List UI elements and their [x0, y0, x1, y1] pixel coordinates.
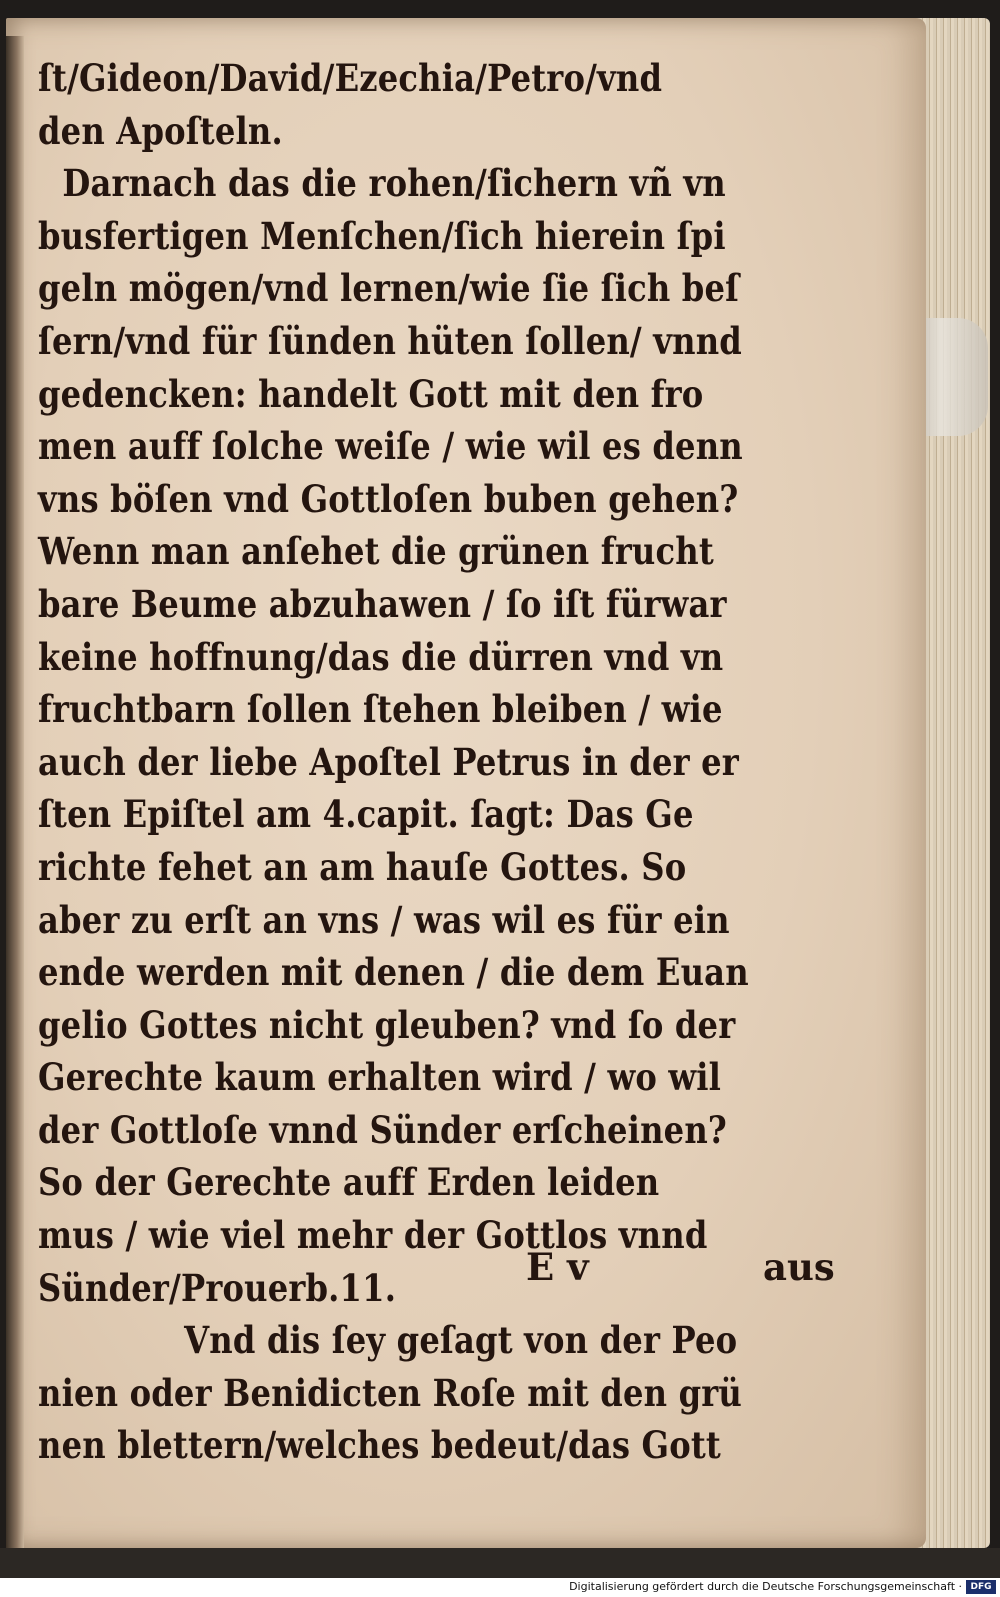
text-line: Darnach das die rohen/ſichern vñ vn [62, 161, 726, 206]
text-line: Wenn man anſehet die grünen frucht [38, 529, 714, 574]
text-line: nien oder Benidicten Roſe mit den grü [38, 1370, 742, 1415]
text-line: Gerechte kaum erhalten wird / wo wil [38, 1055, 722, 1100]
text-line: aber zu erſt an vns / was wil es für ein [38, 897, 730, 942]
catchline [38, 1245, 835, 1297]
text-line: nen blettern/welches bedeut/das Gott [38, 1423, 721, 1468]
text-line: ſten Epiſtel am 4.capit. ſagt: Das Ge [38, 792, 694, 837]
text-line: busfertigen Menſchen/ſich hierein ſpi [38, 213, 726, 258]
text-line: der Gottloſe vnnd Sünder erſcheinen? [38, 1107, 727, 1152]
text-line: gedencken: handelt Gott mit den fro [38, 371, 704, 416]
footer [0, 1578, 1000, 1597]
text-line: auch der liebe Apoſtel Petrus in der er [38, 739, 739, 784]
text-line: richte fehet an am hauſe Gottes. So [38, 844, 687, 889]
text-line: bare Beume abzuhawen / ſo iſt fürwar [38, 581, 727, 626]
text-line: ſt/Gideon/David/Ezechia/Petro/vnd [38, 56, 663, 100]
text-line: vns böſen vnd Gottloſen buben gehen? [38, 476, 739, 521]
dfg-logo: DFG [966, 1580, 996, 1594]
text-line: men auff ſolche weiſe / wie wil es denn [38, 424, 743, 469]
book-binding [6, 36, 24, 1566]
text-line: Vnd dis ſey geſagt von der Peo [184, 1318, 738, 1363]
text-line: gelio Gottes nicht gleuben? vnd ſo der [38, 1002, 736, 1047]
signature-mark: E v [526, 1245, 589, 1289]
text-line: fruchtbarn ſollen ſtehen bleiben / wie [38, 687, 723, 732]
catchword: aus [763, 1245, 835, 1289]
footer-credit: Digitalisierung gefördert durch die Deutsche Forschungsgemeinschaft · [569, 1580, 962, 1593]
scan-bottom-edge [0, 1548, 1000, 1578]
text-line: ſern/vnd für ſünden hüten ſollen/ vnnd [38, 318, 742, 363]
text-line: geln mögen/vnd lernen/wie ſie ſich beſ [38, 266, 740, 311]
text-line: Sünder/Prouerb.11. [38, 1265, 397, 1310]
text-line: den Apoſteln. [38, 108, 283, 153]
text-line: keine hoffnung/das die dürren vnd vn [38, 634, 724, 679]
text-line: So der Gerechte auff Erden leiden [38, 1160, 660, 1205]
text-line: ende werden mit denen / die dem Euan [38, 950, 749, 995]
text-line: mus / wie viel mehr der Gottlos vnnd [38, 1213, 708, 1258]
